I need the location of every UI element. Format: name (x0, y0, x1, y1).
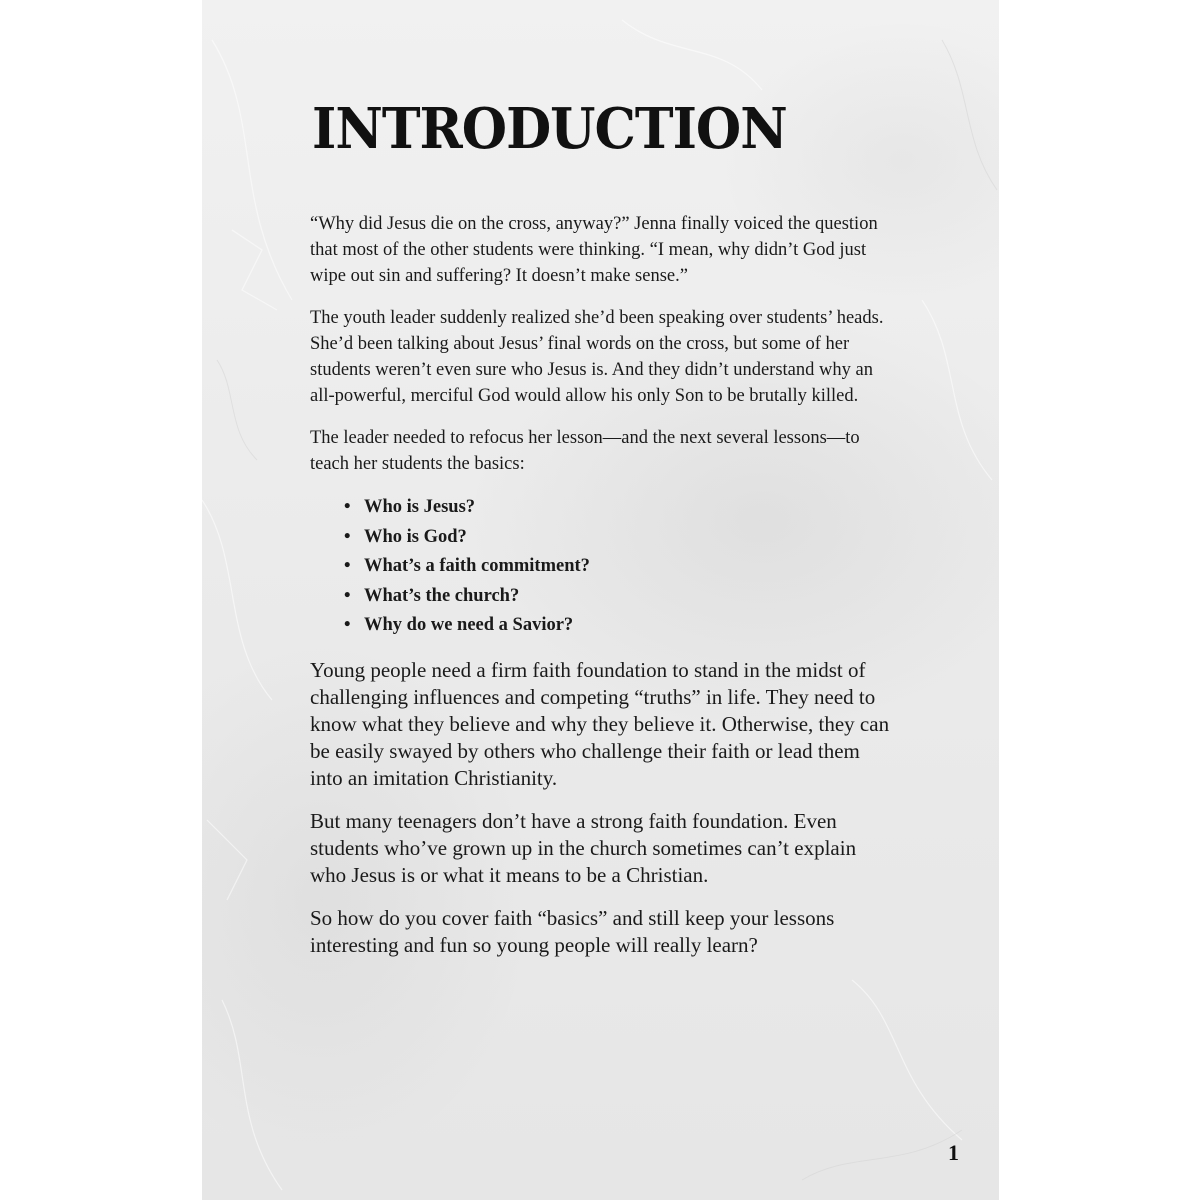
list-item (344, 493, 890, 523)
intro-paragraph-1: “Why did Jesus die on the cross, anyway?” Jenna finally voiced the question that most of the other students were thinking. “I mean, why didn’t God just wipe out sin and suffering? It doesn’t make sense.” (310, 214, 878, 286)
list-item-text: Who is God? (364, 526, 467, 547)
list-item-text: What’s the church? (364, 585, 520, 606)
main-paragraph-3: So how do you cover faith “basics” and still keep your lessons interesting and fun so young people will really learn? (310, 905, 835, 957)
bullet-icon: • (344, 556, 351, 576)
list-item (344, 552, 890, 582)
body-text (310, 211, 890, 975)
list-item (344, 611, 890, 641)
page-title: INTRODUCTION (312, 96, 787, 162)
main-paragraph-2: But many teenagers don’t have a strong faith foundation. Even students who’ve grown up in the church sometimes can’t explain who Jesus is or what it means to be a Christian. (310, 808, 857, 887)
main-paragraph-1: Young people need a firm faith foundation to stand in the midst of challenging influences and competing “truths” in life. They need to know what they believe and why they believe it. Otherwise, they can be easily swayed by others who challenge their faith or lead them into an imitation Christianity. (310, 657, 890, 790)
intro-paragraph-3: The leader needed to refocus her lesson—and the next several lessons—to teach her students the basics: (310, 428, 860, 474)
intro-paragraph-2: The youth leader suddenly realized she’d been speaking over students’ heads. She’d been talking about Jesus’ final words on the cross, but some of her students weren’t even sure who Jesus is. And they didn’t understand why an all-powerful, merciful God would allow his only Son to be brutally killed. (310, 308, 884, 406)
bullet-icon: • (344, 497, 351, 517)
list-item-text: Why do we need a Savior? (364, 615, 574, 635)
bullet-icon: • (344, 615, 351, 635)
bullet-icon: • (344, 526, 351, 547)
list-item (344, 582, 890, 612)
book-page (202, 0, 999, 1200)
page-number: 1 (948, 1140, 959, 1165)
list-item (344, 523, 890, 553)
list-item-text: Who is Jesus? (364, 497, 476, 517)
basics-list (310, 493, 890, 641)
bullet-icon: • (344, 585, 351, 606)
list-item-text: What’s a faith commitment? (364, 556, 590, 576)
